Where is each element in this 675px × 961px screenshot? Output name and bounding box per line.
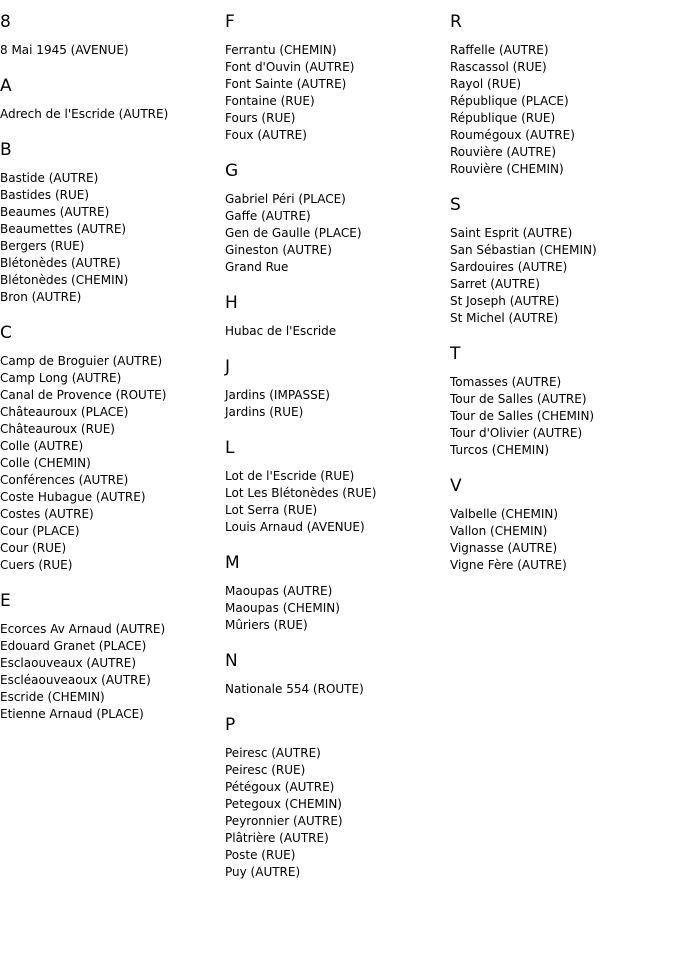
street-link[interactable]: Rouvière (AUTRE): [450, 145, 557, 159]
street-link[interactable]: Gineston (AUTRE): [225, 243, 332, 257]
street-list: [450, 506, 670, 574]
street-link[interactable]: Peyronnier (AUTRE): [225, 814, 343, 828]
street-link[interactable]: Tour de Salles (CHEMIN): [450, 409, 595, 423]
street-link[interactable]: Ecorces Av Arnaud (AUTRE): [0, 622, 166, 636]
street-link[interactable]: République (PLACE): [450, 94, 569, 108]
street-list: [0, 42, 220, 59]
street-link[interactable]: Rouvière (CHEMIN): [450, 162, 564, 176]
letter-group: [225, 161, 445, 276]
street-link[interactable]: Canal de Provence (ROUTE): [0, 388, 167, 402]
street-link[interactable]: Nationale 554 (ROUTE): [225, 682, 364, 696]
letter-heading: E: [0, 591, 11, 611]
letter-heading: N: [225, 651, 238, 671]
street-link[interactable]: Mûriers (RUE): [225, 618, 308, 632]
letter-group: [450, 195, 670, 327]
street-list: [225, 745, 445, 881]
street-link[interactable]: Escride (CHEMIN): [0, 690, 105, 704]
street-link[interactable]: Jardins (IMPASSE): [225, 388, 330, 402]
street-link[interactable]: Blétonèdes (AUTRE): [0, 256, 121, 270]
street-link[interactable]: Camp de Broguier (AUTRE): [0, 354, 163, 368]
street-link[interactable]: Fontaine (RUE): [225, 94, 315, 108]
letter-group: [0, 76, 220, 123]
street-link[interactable]: Lot de l'Escride (RUE): [225, 469, 355, 483]
street-link[interactable]: Beaumettes (AUTRE): [0, 222, 127, 236]
street-list: [225, 42, 445, 144]
letter-group: [0, 12, 220, 59]
letter-group: [225, 357, 445, 421]
street-link[interactable]: Colle (AUTRE): [0, 439, 84, 453]
street-link[interactable]: Gaffe (AUTRE): [225, 209, 311, 223]
street-link[interactable]: Valbelle (CHEMIN): [450, 507, 559, 521]
street-link[interactable]: San Sébastian (CHEMIN): [450, 243, 597, 257]
street-link[interactable]: Peiresc (AUTRE): [225, 746, 321, 760]
letter-group: [0, 140, 220, 306]
street-link[interactable]: République (RUE): [450, 111, 556, 125]
street-link[interactable]: Bastide (AUTRE): [0, 171, 99, 185]
letter-group: [225, 715, 445, 881]
street-link[interactable]: Foux (AUTRE): [225, 128, 307, 142]
letter-heading: V: [450, 476, 462, 496]
street-link[interactable]: Poste (RUE): [225, 848, 296, 862]
letter-heading: F: [225, 12, 235, 32]
street-link[interactable]: Cuers (RUE): [0, 558, 73, 572]
letter-group: [0, 323, 220, 574]
street-link[interactable]: Petegoux (CHEMIN): [225, 797, 342, 811]
street-link[interactable]: Cour (RUE): [0, 541, 67, 555]
letter-heading: L: [225, 438, 235, 458]
street-link[interactable]: Tomasses (AUTRE): [450, 375, 562, 389]
street-link[interactable]: Maoupas (CHEMIN): [225, 601, 340, 615]
street-link[interactable]: Font Sainte (AUTRE): [225, 77, 347, 91]
street-list: [0, 106, 220, 123]
street-link[interactable]: Esclaouveaux (AUTRE): [0, 656, 137, 670]
street-link[interactable]: Puy (AUTRE): [225, 865, 301, 879]
letter-heading: 8: [0, 12, 11, 32]
street-link[interactable]: Cour (PLACE): [0, 524, 80, 538]
street-link[interactable]: Etienne Arnaud (PLACE): [0, 707, 144, 721]
street-link[interactable]: Roumégoux (AUTRE): [450, 128, 575, 142]
street-list: [225, 681, 445, 698]
letter-heading: M: [225, 553, 240, 573]
street-link[interactable]: Font d'Ouvin (AUTRE): [225, 60, 355, 74]
street-link[interactable]: Blétonèdes (CHEMIN): [0, 273, 129, 287]
street-link[interactable]: Fours (RUE): [225, 111, 296, 125]
street-link[interactable]: Escléaouveaoux (AUTRE): [0, 673, 151, 687]
street-list: [225, 387, 445, 421]
street-list: [225, 468, 445, 536]
street-link[interactable]: Costes (AUTRE): [0, 507, 94, 521]
street-link[interactable]: Vigne Fère (AUTRE): [450, 558, 567, 572]
street-link[interactable]: Tour de Salles (AUTRE): [450, 392, 587, 406]
letter-heading: H: [225, 293, 238, 313]
street-link[interactable]: Camp Long (AUTRE): [0, 371, 122, 385]
street-link[interactable]: Turcos (CHEMIN): [450, 443, 550, 457]
street-link[interactable]: Rascassol (RUE): [450, 60, 547, 74]
letter-group: [450, 344, 670, 459]
street-link[interactable]: Lot Les Blétonèdes (RUE): [225, 486, 377, 500]
letter-group: [225, 293, 445, 340]
street-list: [450, 42, 670, 178]
street-link[interactable]: Gabriel Péri (PLACE): [225, 192, 346, 206]
street-link[interactable]: St Michel (AUTRE): [450, 311, 559, 325]
letter-group: [0, 591, 220, 723]
street-column-2: [225, 12, 445, 898]
letter-heading: S: [450, 195, 461, 215]
street-link[interactable]: Conférences (AUTRE): [0, 473, 129, 487]
letter-group: [450, 12, 670, 178]
letter-heading: T: [450, 344, 461, 364]
street-list: [450, 225, 670, 327]
street-link[interactable]: Rayol (RUE): [450, 77, 522, 91]
street-link[interactable]: Gen de Gaulle (PLACE): [225, 226, 362, 240]
street-link[interactable]: Bergers (RUE): [0, 239, 85, 253]
street-link[interactable]: Châteauroux (RUE): [0, 422, 115, 436]
street-link[interactable]: Louis Arnaud (AVENUE): [225, 520, 365, 534]
street-link[interactable]: Coste Hubague (AUTRE): [0, 490, 146, 504]
letter-group: [450, 476, 670, 574]
street-list: [0, 353, 220, 574]
street-column-1: [0, 12, 220, 740]
street-link[interactable]: Peiresc (RUE): [225, 763, 306, 777]
street-link[interactable]: 8 Mai 1945 (AVENUE): [0, 43, 129, 57]
letter-heading: J: [225, 357, 231, 377]
street-link[interactable]: Colle (CHEMIN): [0, 456, 91, 470]
letter-heading: P: [225, 715, 236, 735]
letter-group: [225, 12, 445, 144]
street-link[interactable]: Tour d'Olivier (AUTRE): [450, 426, 583, 440]
street-list: [225, 583, 445, 634]
letter-heading: R: [450, 12, 462, 32]
letter-heading: C: [0, 323, 12, 343]
street-link[interactable]: Saint Esprit (AUTRE): [450, 226, 573, 240]
street-link[interactable]: Plâtrière (AUTRE): [225, 831, 329, 845]
street-list: [0, 170, 220, 306]
street-column-3: [450, 12, 670, 591]
street-link[interactable]: Bron (AUTRE): [0, 290, 82, 304]
street-list: [225, 323, 445, 340]
street-link[interactable]: Ferrantu (CHEMIN): [225, 43, 337, 57]
street-link[interactable]: Beaumes (AUTRE): [0, 205, 110, 219]
letter-heading: B: [0, 140, 12, 160]
street-link[interactable]: Sardouires (AUTRE): [450, 260, 568, 274]
street-link[interactable]: Grand Rue: [225, 260, 289, 274]
street-link[interactable]: Adrech de l'Escride (AUTRE): [0, 107, 169, 121]
street-link[interactable]: Pétégoux (AUTRE): [225, 780, 335, 794]
letter-heading: A: [0, 76, 12, 96]
street-link[interactable]: Raffelle (AUTRE): [450, 43, 549, 57]
street-link[interactable]: St Joseph (AUTRE): [450, 294, 560, 308]
street-link[interactable]: Sarret (AUTRE): [450, 277, 540, 291]
letter-group: [225, 553, 445, 634]
street-list: [0, 621, 220, 723]
letter-group: [225, 651, 445, 698]
letter-heading: G: [225, 161, 239, 181]
letter-group: [225, 438, 445, 536]
street-link[interactable]: Edouard Granet (PLACE): [0, 639, 147, 653]
street-link[interactable]: Vallon (CHEMIN): [450, 524, 548, 538]
street-link[interactable]: Vignasse (AUTRE): [450, 541, 558, 555]
street-link[interactable]: Châteauroux (PLACE): [0, 405, 129, 419]
street-link[interactable]: Hubac de l'Escride: [225, 324, 337, 338]
street-link[interactable]: Lot Serra (RUE): [225, 503, 318, 517]
street-link[interactable]: Maoupas (AUTRE): [225, 584, 333, 598]
street-link[interactable]: Jardins (RUE): [225, 405, 304, 419]
street-list: [450, 374, 670, 459]
street-link[interactable]: Bastides (RUE): [0, 188, 90, 202]
street-list: [225, 191, 445, 276]
